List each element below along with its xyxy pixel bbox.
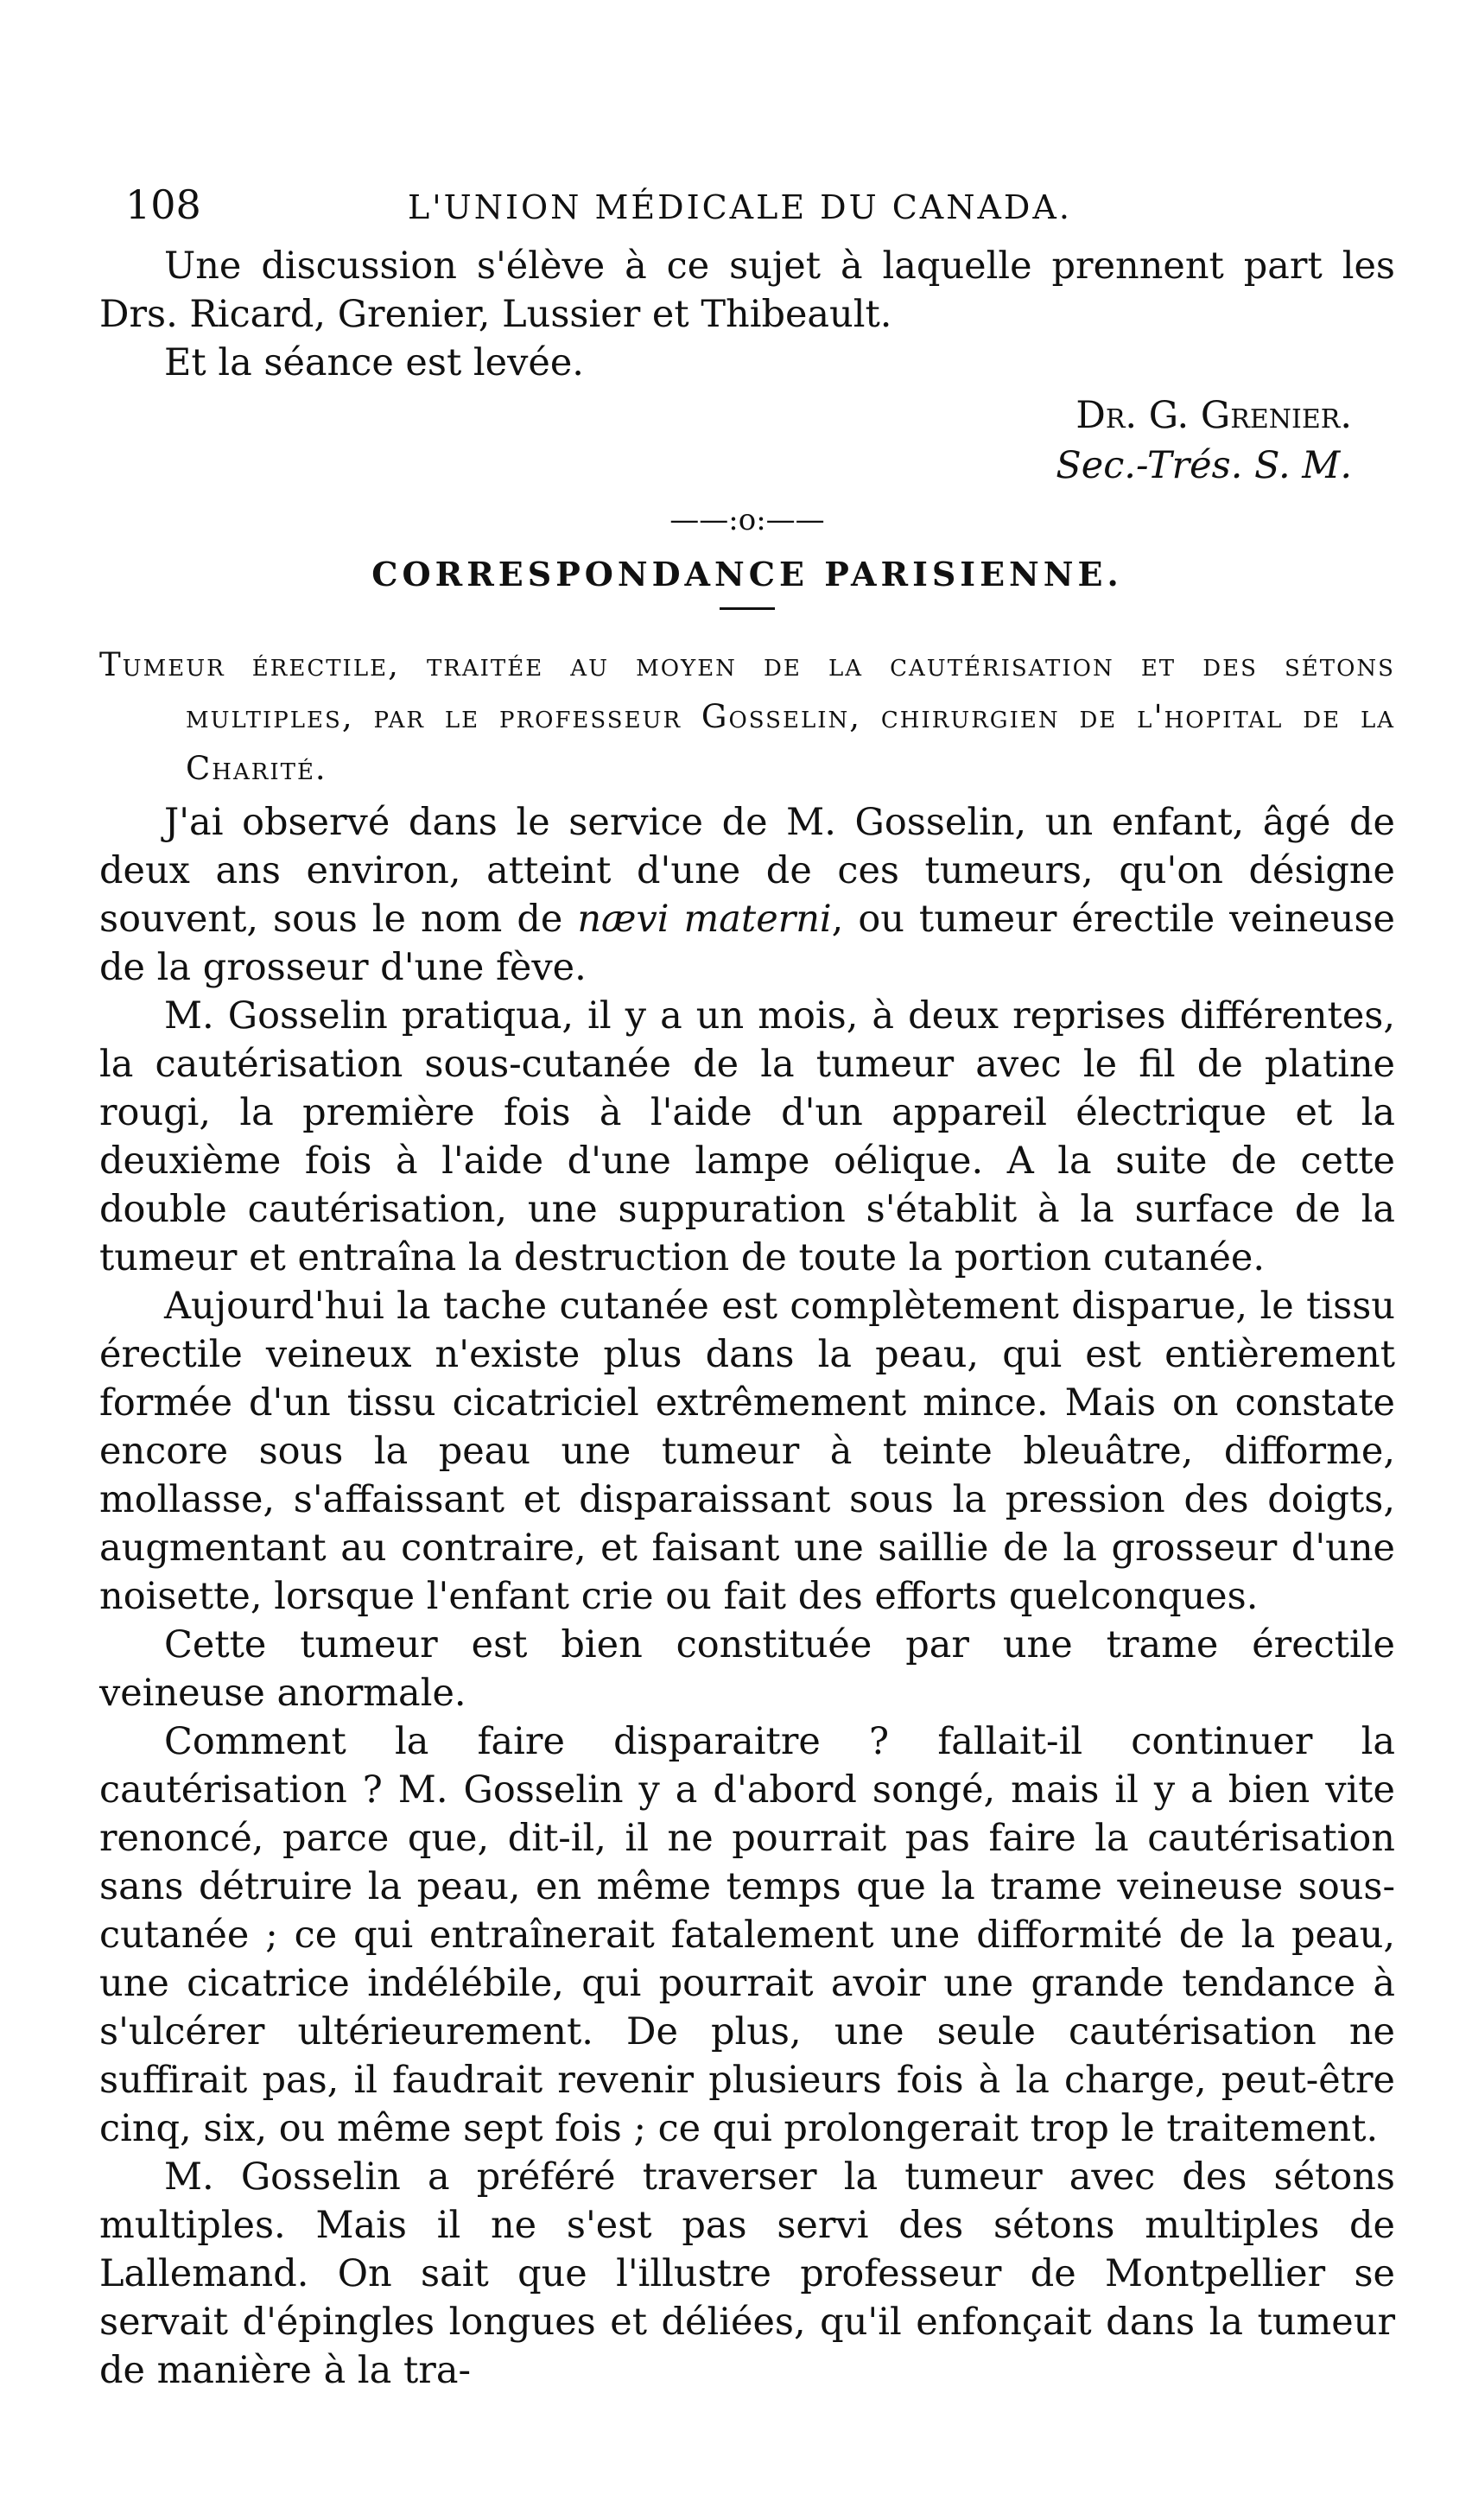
intro-paragraph-2: Et la séance est levée. bbox=[164, 341, 584, 384]
body-paragraph-6: M. Gosselin a préféré traverser la tumeur avec des sétons multiples. Mais il ne s'est pas servi des sétons multiples de Lallemand. On sait que l'illustre professeur de Montpellier se servait d'épingles longues et déliées, qu'il enfonçait dans la tumeur de manière à la tra- bbox=[99, 2155, 1395, 2392]
body-paragraph-1-italic: nævi materni bbox=[577, 898, 832, 941]
intro-paragraph-1: Une discussion s'élève à ce sujet à laquelle prennent part les Drs. Ricard, Grenier, Lussier et Thibeault. bbox=[99, 244, 1395, 336]
body-paragraph-4: Cette tumeur est bien constituée par une trame érectile veineuse anormale. bbox=[99, 1623, 1395, 1715]
body-paragraph-1-text-a: J'ai observé dans le service de M. Gosselin, un enfant, âgé de deux ans environ, atteint d'une de ces tumeurs, qu'on désigne souvent, sous le nom de bbox=[99, 801, 1395, 941]
title-rule bbox=[720, 607, 775, 610]
separator-ornament: ——:o:—— bbox=[669, 503, 825, 537]
body-paragraph-1-text-b: , ou tumeur érectile veineuse de la grosseur d'une fève. bbox=[99, 898, 1395, 989]
document-page bbox=[99, 181, 1395, 2395]
signature-title: Sec.-Trés. S. M. bbox=[1056, 444, 1352, 487]
body-paragraph-5: Comment la faire disparaitre ? fallait-il continuer la cautérisation ? M. Gosselin y a d'abord songé, mais il y a bien vite renoncé, parce que, dit-il, il ne pourrait pas faire la cautérisation sans détruire la peau, en même temps que la trame veineuse sous-cutanée ; ce qui entraînerait fatalement une difformité de la peau, une cicatrice indélébile, qui pourrait avoir une grande tendance à s'ulcérer ultérieurement. De plus, une seule cautérisation ne suffirait pas, il faudrait revenir plusieurs fois à la charge, peut-être cinq, six, ou même sept fois ; ce qui prolongerait trop le traitement. bbox=[99, 1720, 1395, 2150]
section-title: CORRESPONDANCE PARISIENNE. bbox=[371, 555, 1123, 594]
journal-title: L'UNION MÉDICALE DU CANADA. bbox=[408, 188, 1072, 226]
body-paragraph-2: M. Gosselin pratiqua, il y a un mois, à deux reprises différentes, la cautérisation sous-cutanée de la tumeur avec le fil de platine rougi, la première fois à l'aide d'un appareil électrique et la deuxième fois à l'aide d'une lampe oélique. A la suite de cette double cautérisation, une suppuration s'établit à la surface de la tumeur et entraîna la destruction de toute la portion cutanée. bbox=[99, 994, 1395, 1279]
running-header bbox=[99, 181, 1395, 242]
article-subtitle: Tumeur érectile, traitée au moyen de la cautérisation et des sétons multiples, par le professeur Gosselin, chirurgien de l'hopital de la Charité. bbox=[99, 646, 1395, 787]
page-number: 108 bbox=[125, 181, 201, 228]
body-paragraph-1 bbox=[99, 798, 1395, 992]
signature-block bbox=[99, 390, 1395, 441]
signature-name: Dr. G. Grenier. bbox=[1075, 394, 1352, 437]
signature-title-line bbox=[99, 441, 1395, 491]
body-paragraph-3: Aujourd'hui la tache cutanée est complètement disparue, le tissu érectile veineux n'existe plus dans la peau, qui est entièrement formée d'un tissu cicatriciel extrêmement mince. Mais on constate encore sous la peau une tumeur à teinte bleuâtre, difforme, mollasse, s'affaissant et disparaissant sous la pression des doigts, augmentant au contraire, et faisant une saillie de la grosseur d'une noisette, lorsque l'enfant crie ou fait des efforts quelconques. bbox=[99, 1285, 1395, 1618]
